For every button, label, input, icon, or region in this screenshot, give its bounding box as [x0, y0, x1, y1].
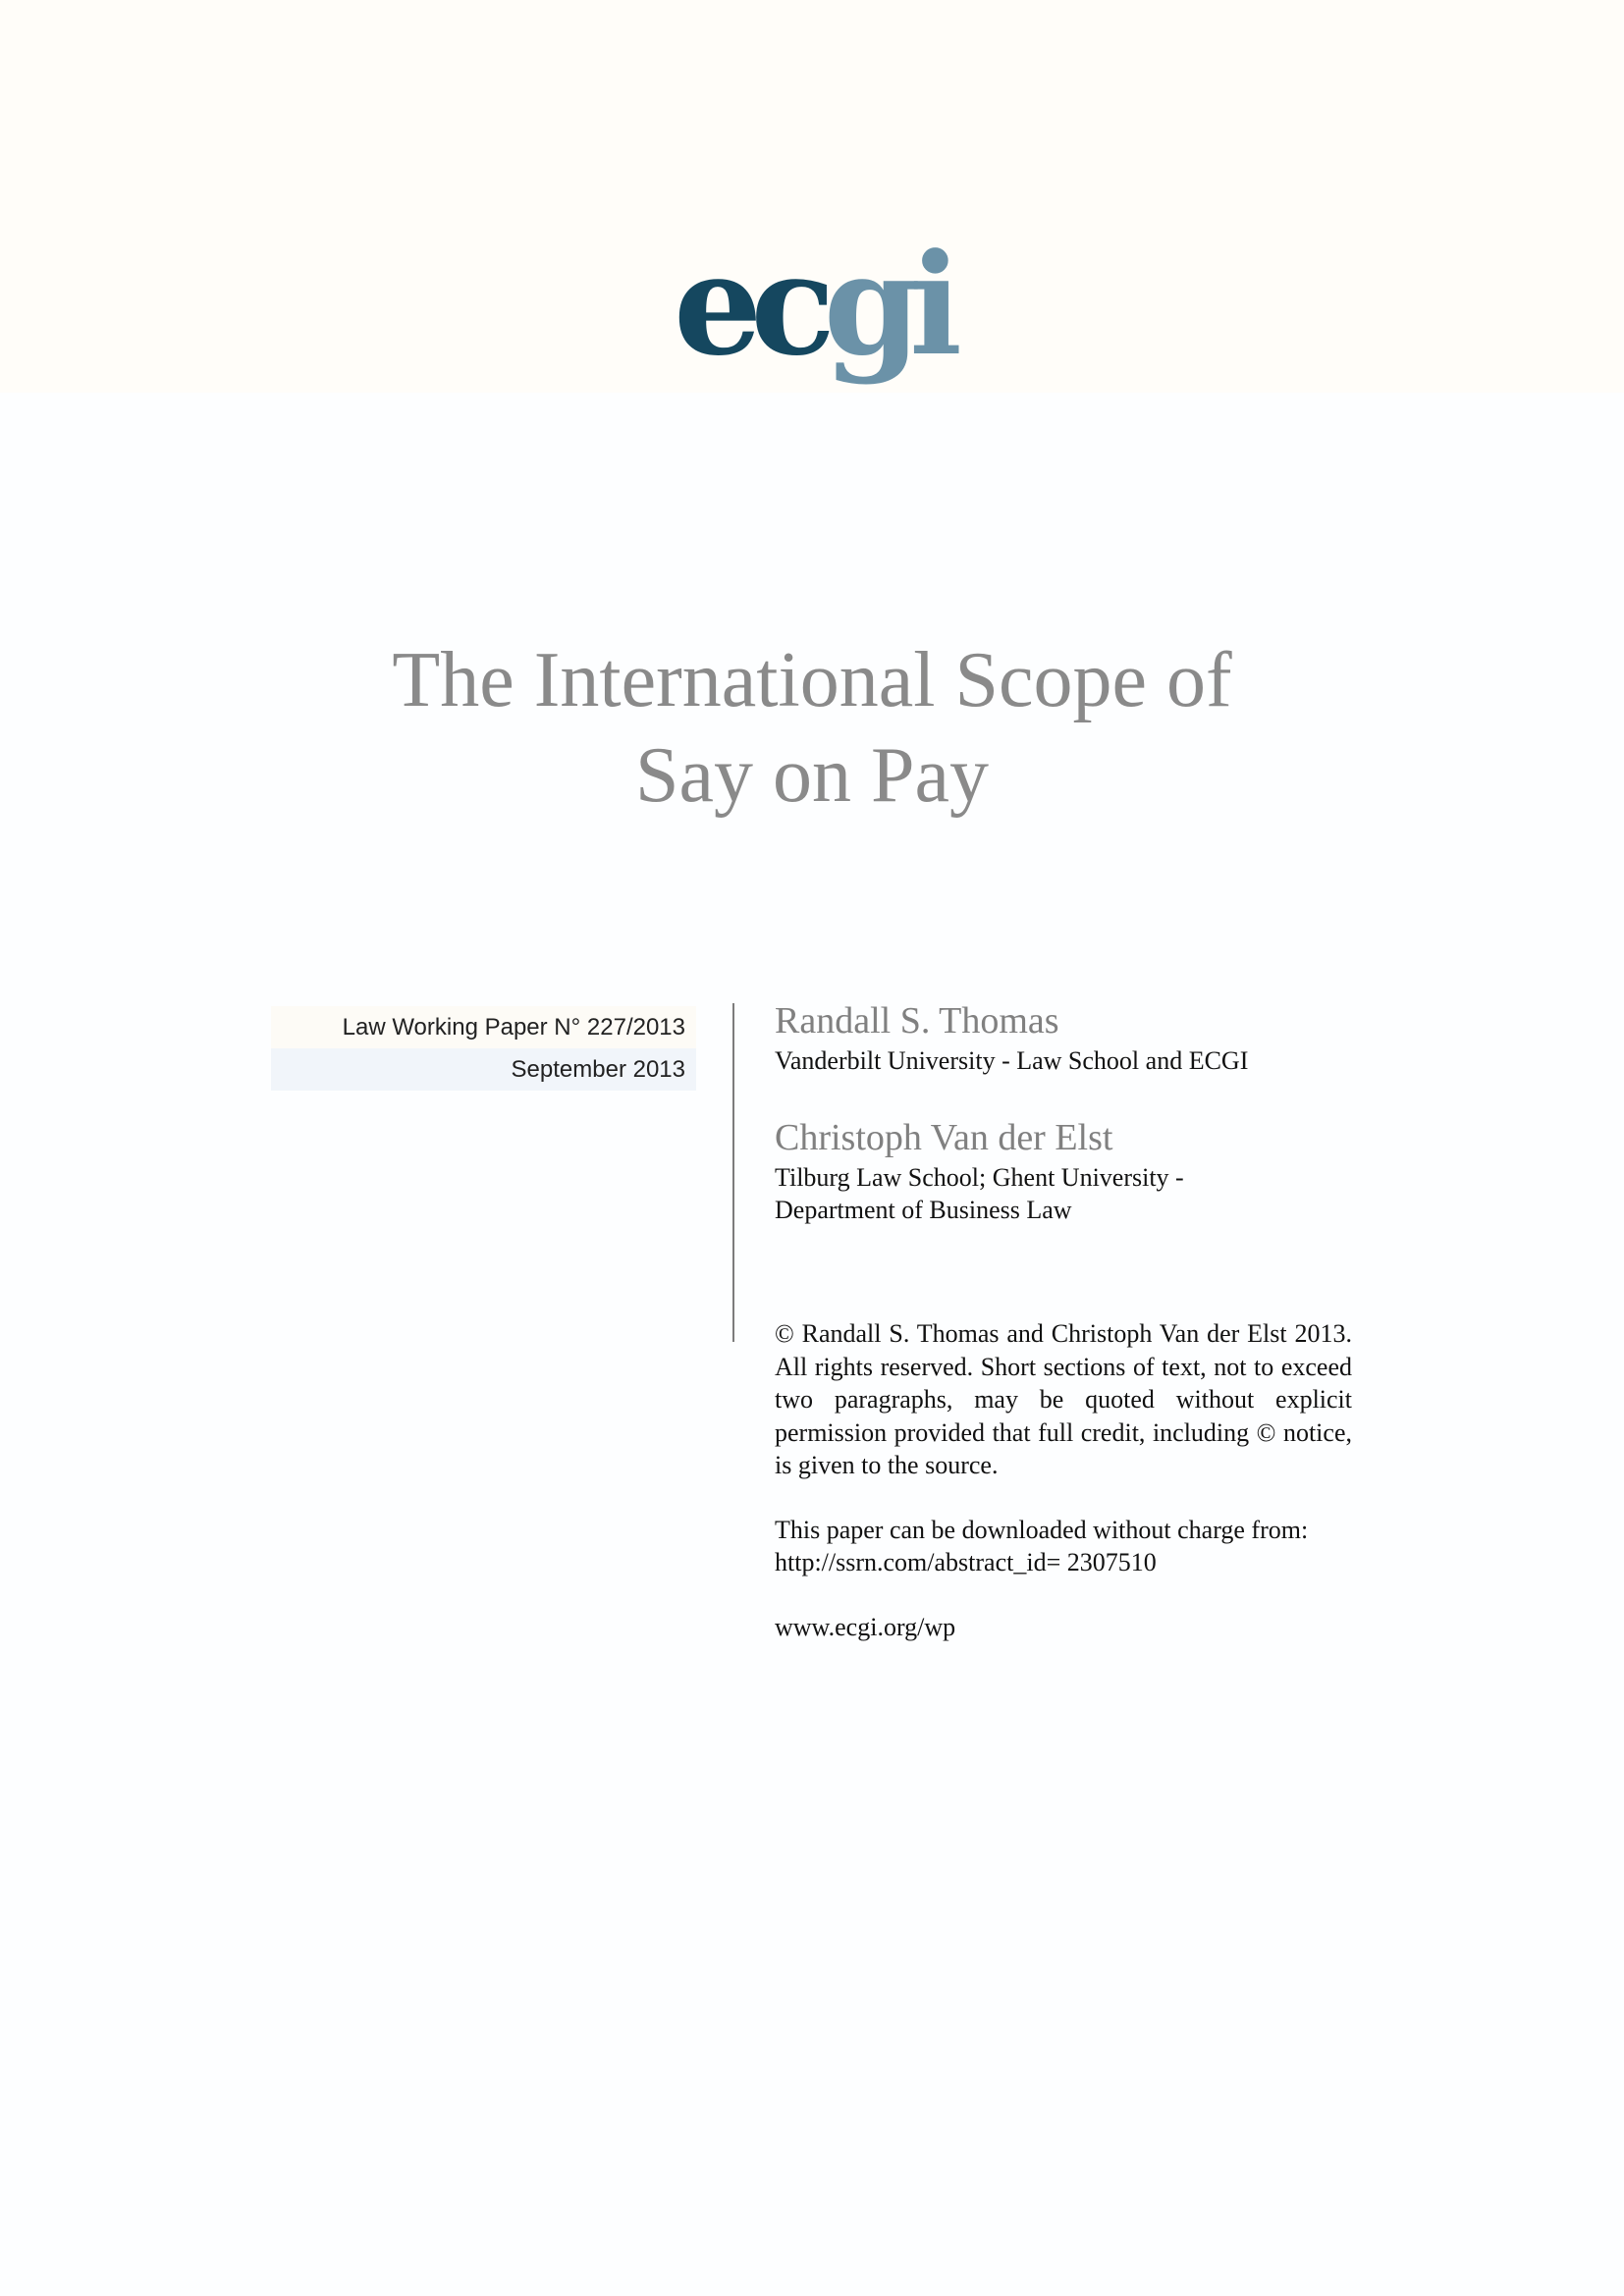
- logo-part-gi: gi: [823, 224, 951, 387]
- download-notice: [775, 1514, 1352, 1579]
- paper-info-box: [271, 1006, 696, 1091]
- author-block: [775, 997, 1352, 1077]
- author-affiliation: Tilburg Law School; Ghent University -: [775, 1163, 1184, 1192]
- paper-date: September 2013: [271, 1048, 696, 1091]
- logo-part-ec: ec: [673, 224, 824, 387]
- author-affiliation: Vanderbilt University - Law School and ECGI: [775, 1046, 1249, 1075]
- ecgi-logo: [0, 224, 1624, 387]
- author-block: [775, 1114, 1352, 1226]
- paper-title: [272, 633, 1352, 824]
- title-line-1: The International Scope of: [392, 637, 1232, 723]
- author-affiliation: Department of Business Law: [775, 1196, 1072, 1224]
- author-name: Christoph Van der Elst: [775, 1117, 1113, 1158]
- website-link[interactable]: www.ecgi.org/wp: [775, 1612, 956, 1641]
- title-line-2: Say on Pay: [635, 732, 989, 819]
- download-text: This paper can be downloaded without charge from:: [775, 1515, 1309, 1544]
- vertical-divider: [732, 1003, 734, 1342]
- author-column: [775, 997, 1352, 1643]
- copyright-notice: © Randall S. Thomas and Christoph Van der Elst 2013. All rights reserved. Short sections of text, not to exceed two paragraphs, may be quoted without explicit permission provided that full credit, including © notice, is given to the source.: [775, 1319, 1352, 1479]
- ssrn-link[interactable]: http://ssrn.com/abstract_id= 2307510: [775, 1548, 1157, 1576]
- working-paper-number: Law Working Paper N° 227/2013: [271, 1006, 696, 1048]
- author-name: Randall S. Thomas: [775, 1000, 1059, 1041]
